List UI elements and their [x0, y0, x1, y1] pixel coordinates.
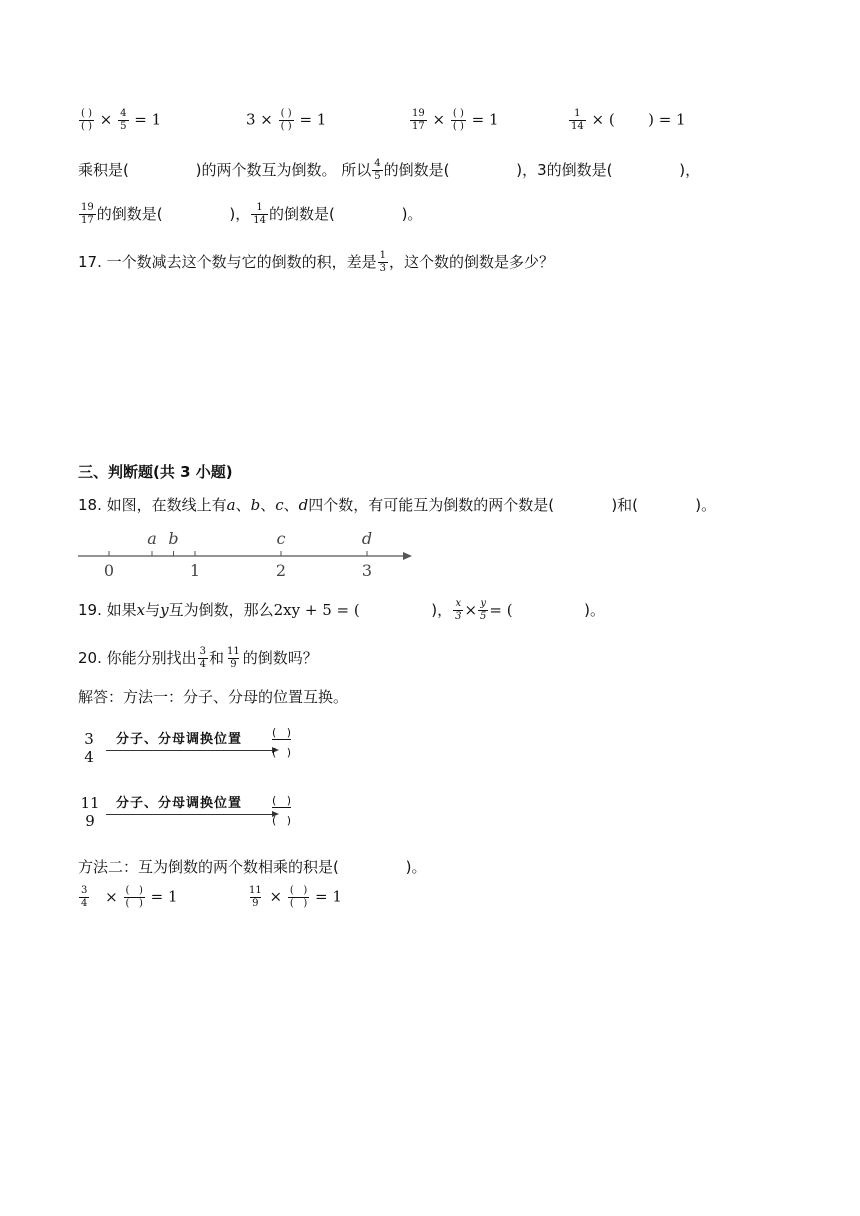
equation-2: 3 × $\frac{( )}{( )}$ = 1 [246, 108, 327, 132]
arrow-head-icon [403, 552, 412, 560]
number-line [70, 524, 420, 584]
question-17: 17. 一个数减去这个数与它的倒数的积，差是 $\frac{1}{3}$ ，这个数的倒数是多少？ [78, 250, 555, 274]
point-label: c [276, 529, 286, 548]
tick-label: 0 [103, 561, 115, 580]
equation-bottom-1: $\frac{3}{4}$ × $\frac{( )}{( )}$ = 1 [81, 885, 178, 909]
tick-label: 1 [189, 561, 201, 580]
point-label: d [361, 529, 373, 548]
swap-arrow-11-9: 11 9 分子、分母调换位置 ( ) ( ) [80, 794, 292, 830]
blank-fraction[interactable]: ( ) ( ) [272, 726, 292, 759]
reciprocal-line: $\frac{19}{17}$ 的倒数是( )， $\frac{1}{14}$ 的倒数是( )。 [81, 202, 423, 226]
blank-fraction[interactable]: $\frac{( )}{( )}$ [81, 108, 92, 132]
blank-fraction[interactable]: $\frac{( )}{( )}$ [289, 885, 308, 909]
question-18: 18. 如图，在数线上有a、b、c、d四个数，有可能互为倒数的两个数是( )和( )。 [78, 496, 717, 514]
equation-4: $\frac{1}{14}$ × ( ) = 1 [571, 108, 686, 132]
equation-1: $\frac{( )}{( )}$ × $\frac{4}{5}$ = 1 [81, 108, 162, 132]
blank-fraction[interactable]: $\frac{( )}{( )}$ [125, 885, 143, 909]
equation-3: $\frac{19}{17}$ × $\frac{( )}{( )}$ = 1 [412, 108, 499, 132]
answer-method-1: 解答：方法一：分子、分母的位置互换。 [78, 688, 349, 706]
tick-label: 2 [275, 561, 287, 580]
point-label: b [168, 529, 179, 548]
swap-arrow-3-4: 3 4 分子、分母调换位置 ( ) ( ) [84, 726, 292, 766]
section-title: 三、判断题(共 3 小题) [78, 463, 233, 481]
point-label: a [147, 529, 157, 548]
question-19: 19. 如果x与y互为倒数，那么2xy + 5 = ( )， $\frac{x}{3}$ × $\frac{y}{5}$ = ( )。 [78, 598, 606, 622]
answer-method-2: 方法二：互为倒数的两个数相乘的积是( )。 [78, 858, 427, 876]
equation-bottom-2: $\frac{11}{9}$ × $\frac{( )}{( )}$ = 1 [249, 885, 342, 909]
tick-label: 3 [361, 561, 373, 580]
question-20: 20. 你能分别找出 $\frac{3}{4}$ 和 $\frac{11}{9}$ 的倒数吗？ [78, 646, 318, 670]
blank-fraction[interactable]: ( ) ( ) [272, 794, 292, 827]
blank-fraction[interactable]: $\frac{( )}{( )}$ [280, 108, 292, 132]
blank-fraction[interactable]: $\frac{( )}{( )}$ [452, 108, 464, 132]
product-line: 乘积是( )的两个数互为倒数。 所以 $\frac{4}{5}$ 的倒数是( )，3的倒数是( )， [78, 158, 701, 182]
